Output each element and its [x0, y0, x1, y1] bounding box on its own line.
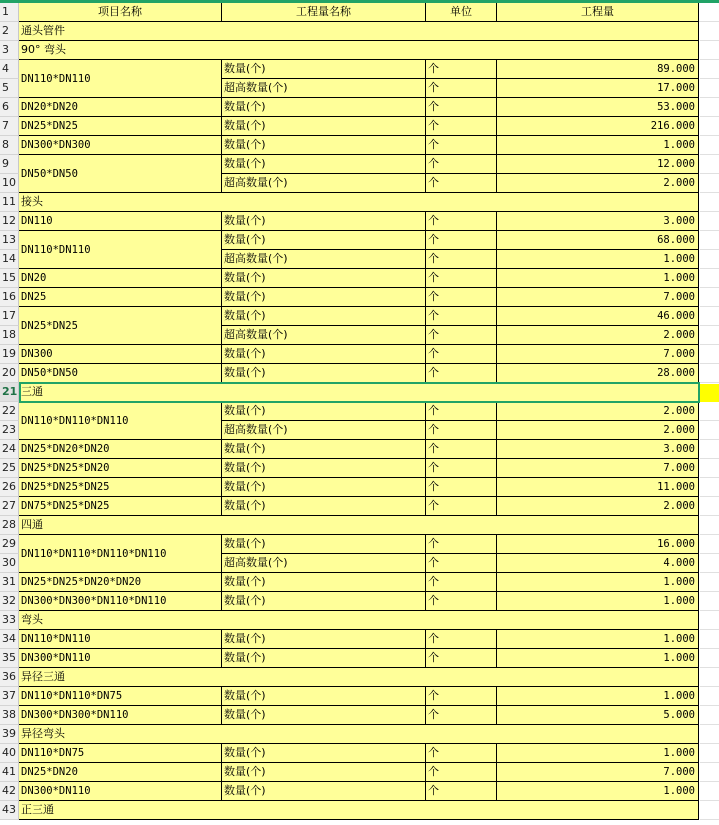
empty-cell[interactable]	[700, 22, 719, 41]
project-name-cell[interactable]: DN25*DN25	[19, 307, 222, 345]
quantity-value-cell[interactable]: 12.000	[497, 155, 699, 174]
empty-cell[interactable]	[700, 307, 719, 326]
project-name-cell[interactable]: DN50*DN50	[19, 155, 222, 193]
group-title-cell[interactable]: 异径弯头	[19, 725, 699, 744]
empty-cell[interactable]	[700, 592, 719, 611]
unit-cell[interactable]: 个	[426, 649, 497, 668]
empty-cell[interactable]	[700, 402, 719, 421]
quantity-value-cell[interactable]: 216.000	[497, 117, 699, 136]
row-header-16[interactable]: 16	[0, 288, 19, 307]
quantity-value-cell[interactable]: 4.000	[497, 554, 699, 573]
row-header-3[interactable]: 3	[0, 41, 19, 60]
quantity-name-cell[interactable]: 数量(个)	[222, 364, 426, 383]
row-header-4[interactable]: 4	[0, 60, 19, 79]
unit-cell[interactable]: 个	[426, 79, 497, 98]
quantity-value-cell[interactable]: 1.000	[497, 136, 699, 155]
row-header-37[interactable]: 37	[0, 687, 19, 706]
unit-cell[interactable]: 个	[426, 155, 497, 174]
quantity-value-cell[interactable]: 2.000	[497, 174, 699, 193]
unit-cell[interactable]: 个	[426, 459, 497, 478]
quantity-name-cell[interactable]: 数量(个)	[222, 269, 426, 288]
empty-cell[interactable]	[700, 364, 719, 383]
unit-cell[interactable]: 个	[426, 307, 497, 326]
quantity-value-cell[interactable]: 1.000	[497, 744, 699, 763]
row-header-42[interactable]: 42	[0, 782, 19, 801]
row-header-26[interactable]: 26	[0, 478, 19, 497]
quantity-value-cell[interactable]: 28.000	[497, 364, 699, 383]
quantity-value-cell[interactable]: 68.000	[497, 231, 699, 250]
empty-cell[interactable]	[700, 611, 719, 630]
unit-cell[interactable]: 个	[426, 402, 497, 421]
project-name-cell[interactable]: DN110*DN110	[19, 231, 222, 269]
project-name-cell[interactable]: DN25*DN20*DN20	[19, 440, 222, 459]
row-header-43[interactable]: 43	[0, 801, 19, 820]
unit-cell[interactable]: 个	[426, 763, 497, 782]
row-header-7[interactable]: 7	[0, 117, 19, 136]
group-title-cell[interactable]: 接头	[19, 193, 699, 212]
quantity-name-cell[interactable]: 数量(个)	[222, 459, 426, 478]
project-name-cell[interactable]: DN25*DN20	[19, 763, 222, 782]
quantity-value-cell[interactable]: 3.000	[497, 212, 699, 231]
row-header-23[interactable]: 23	[0, 421, 19, 440]
quantity-value-cell[interactable]: 5.000	[497, 706, 699, 725]
quantity-name-cell[interactable]: 数量(个)	[222, 98, 426, 117]
row-header-5[interactable]: 5	[0, 79, 19, 98]
quantity-name-cell[interactable]: 数量(个)	[222, 782, 426, 801]
project-name-cell[interactable]: DN50*DN50	[19, 364, 222, 383]
empty-cell[interactable]	[700, 98, 719, 117]
project-name-cell[interactable]: DN20*DN20	[19, 98, 222, 117]
empty-cell[interactable]	[700, 497, 719, 516]
quantity-value-cell[interactable]: 53.000	[497, 98, 699, 117]
quantity-name-cell[interactable]: 超高数量(个)	[222, 79, 426, 98]
empty-cell[interactable]	[700, 782, 719, 801]
quantity-value-cell[interactable]: 1.000	[497, 573, 699, 592]
row-header-2[interactable]: 2	[0, 22, 19, 41]
row-header-13[interactable]: 13	[0, 231, 19, 250]
unit-cell[interactable]: 个	[426, 326, 497, 345]
unit-cell[interactable]: 个	[426, 744, 497, 763]
quantity-value-cell[interactable]: 1.000	[497, 630, 699, 649]
quantity-value-cell[interactable]: 11.000	[497, 478, 699, 497]
quantity-name-cell[interactable]: 数量(个)	[222, 573, 426, 592]
empty-cell[interactable]	[700, 725, 719, 744]
project-name-cell[interactable]: DN25*DN25*DN25	[19, 478, 222, 497]
empty-cell[interactable]	[700, 459, 719, 478]
unit-cell[interactable]: 个	[426, 573, 497, 592]
row-header-40[interactable]: 40	[0, 744, 19, 763]
group-title-cell[interactable]: 正三通	[19, 801, 699, 820]
quantity-name-cell[interactable]: 数量(个)	[222, 136, 426, 155]
empty-cell[interactable]	[700, 421, 719, 440]
quantity-name-cell[interactable]: 数量(个)	[222, 478, 426, 497]
column-header-project-name[interactable]: 项目名称	[19, 3, 222, 22]
quantity-name-cell[interactable]: 数量(个)	[222, 402, 426, 421]
empty-cell[interactable]	[700, 41, 719, 60]
row-header-15[interactable]: 15	[0, 269, 19, 288]
empty-cell[interactable]	[700, 554, 719, 573]
empty-cell[interactable]	[700, 288, 719, 307]
row-header-14[interactable]: 14	[0, 250, 19, 269]
unit-cell[interactable]: 个	[426, 60, 497, 79]
project-name-cell[interactable]: DN300	[19, 345, 222, 364]
project-name-cell[interactable]: DN25*DN25	[19, 117, 222, 136]
row-header-39[interactable]: 39	[0, 725, 19, 744]
quantity-value-cell[interactable]: 46.000	[497, 307, 699, 326]
unit-cell[interactable]: 个	[426, 554, 497, 573]
project-name-cell[interactable]: DN300*DN300	[19, 136, 222, 155]
row-header-17[interactable]: 17	[0, 307, 19, 326]
quantity-name-cell[interactable]: 数量(个)	[222, 497, 426, 516]
empty-cell[interactable]	[700, 535, 719, 554]
quantity-name-cell[interactable]: 数量(个)	[222, 706, 426, 725]
row-header-28[interactable]: 28	[0, 516, 19, 535]
project-name-cell[interactable]: DN300*DN300*DN110	[19, 706, 222, 725]
row-header-31[interactable]: 31	[0, 573, 19, 592]
row-header-25[interactable]: 25	[0, 459, 19, 478]
quantity-name-cell[interactable]: 数量(个)	[222, 744, 426, 763]
group-title-cell[interactable]: 四通	[19, 516, 699, 535]
row-header-12[interactable]: 12	[0, 212, 19, 231]
empty-cell[interactable]	[700, 174, 719, 193]
unit-cell[interactable]: 个	[426, 630, 497, 649]
unit-cell[interactable]: 个	[426, 497, 497, 516]
row-header-10[interactable]: 10	[0, 174, 19, 193]
quantity-value-cell[interactable]: 17.000	[497, 79, 699, 98]
quantity-name-cell[interactable]: 数量(个)	[222, 212, 426, 231]
empty-cell[interactable]	[700, 212, 719, 231]
row-header-35[interactable]: 35	[0, 649, 19, 668]
empty-cell[interactable]	[700, 649, 719, 668]
unit-cell[interactable]: 个	[426, 136, 497, 155]
unit-cell[interactable]: 个	[426, 288, 497, 307]
empty-cell[interactable]	[700, 706, 719, 725]
unit-cell[interactable]: 个	[426, 782, 497, 801]
row-header-27[interactable]: 27	[0, 497, 19, 516]
quantity-value-cell[interactable]: 7.000	[497, 288, 699, 307]
quantity-value-cell[interactable]: 2.000	[497, 402, 699, 421]
group-title-cell[interactable]: 通头管件	[19, 22, 699, 41]
row-header-24[interactable]: 24	[0, 440, 19, 459]
unit-cell[interactable]: 个	[426, 535, 497, 554]
unit-cell[interactable]: 个	[426, 592, 497, 611]
group-title-cell[interactable]: 90° 弯头	[19, 41, 699, 60]
quantity-name-cell[interactable]: 数量(个)	[222, 307, 426, 326]
quantity-value-cell[interactable]: 16.000	[497, 535, 699, 554]
unit-cell[interactable]: 个	[426, 212, 497, 231]
selection-overflow-highlight	[700, 384, 719, 402]
quantity-name-cell[interactable]: 数量(个)	[222, 117, 426, 136]
unit-cell[interactable]: 个	[426, 440, 497, 459]
row-header-38[interactable]: 38	[0, 706, 19, 725]
quantity-name-cell[interactable]: 数量(个)	[222, 649, 426, 668]
project-name-cell[interactable]: DN25*DN25*DN20	[19, 459, 222, 478]
quantity-name-cell[interactable]: 数量(个)	[222, 345, 426, 364]
quantity-name-cell[interactable]: 超高数量(个)	[222, 554, 426, 573]
group-title-cell[interactable]: 异径三通	[19, 668, 699, 687]
project-name-cell[interactable]: DN110*DN75	[19, 744, 222, 763]
quantity-value-cell[interactable]: 3.000	[497, 440, 699, 459]
quantity-value-cell[interactable]: 2.000	[497, 421, 699, 440]
empty-cell[interactable]	[700, 117, 719, 136]
row-header-18[interactable]: 18	[0, 326, 19, 345]
quantity-name-cell[interactable]: 数量(个)	[222, 630, 426, 649]
project-name-cell[interactable]: DN110*DN110*DN110	[19, 402, 222, 440]
row-header-29[interactable]: 29	[0, 535, 19, 554]
quantity-name-cell[interactable]: 数量(个)	[222, 60, 426, 79]
quantity-value-cell[interactable]: 1.000	[497, 687, 699, 706]
empty-cell[interactable]	[699, 3, 719, 22]
row-header-20[interactable]: 20	[0, 364, 19, 383]
unit-cell[interactable]: 个	[426, 478, 497, 497]
unit-cell[interactable]: 个	[426, 174, 497, 193]
unit-cell[interactable]: 个	[426, 250, 497, 269]
row-header-9[interactable]: 9	[0, 155, 19, 174]
project-name-cell[interactable]: DN25*DN25*DN20*DN20	[19, 573, 222, 592]
quantity-name-cell[interactable]: 超高数量(个)	[222, 250, 426, 269]
empty-cell[interactable]	[700, 231, 719, 250]
quantity-value-cell[interactable]: 1.000	[497, 782, 699, 801]
quantity-value-cell[interactable]: 1.000	[497, 649, 699, 668]
column-header-unit[interactable]: 单位	[426, 3, 497, 22]
quantity-name-cell[interactable]: 数量(个)	[222, 535, 426, 554]
quantity-name-cell[interactable]: 数量(个)	[222, 592, 426, 611]
empty-cell[interactable]	[700, 801, 719, 820]
empty-cell[interactable]	[700, 345, 719, 364]
empty-cell[interactable]	[700, 440, 719, 459]
quantity-name-cell[interactable]: 数量(个)	[222, 231, 426, 250]
empty-cell[interactable]	[700, 744, 719, 763]
quantity-value-cell[interactable]: 89.000	[497, 60, 699, 79]
empty-cell[interactable]	[700, 60, 719, 79]
project-name-cell[interactable]: DN110*DN110	[19, 630, 222, 649]
empty-cell[interactable]	[700, 79, 719, 98]
unit-cell[interactable]: 个	[426, 687, 497, 706]
column-header-quantity-name[interactable]: 工程量名称	[222, 3, 426, 22]
empty-cell[interactable]	[700, 763, 719, 782]
quantity-name-cell[interactable]: 超高数量(个)	[222, 421, 426, 440]
project-name-cell[interactable]: DN300*DN110	[19, 782, 222, 801]
quantity-name-cell[interactable]: 数量(个)	[222, 440, 426, 459]
unit-cell[interactable]: 个	[426, 345, 497, 364]
quantity-name-cell[interactable]: 数量(个)	[222, 288, 426, 307]
quantity-value-cell[interactable]: 7.000	[497, 459, 699, 478]
quantity-name-cell[interactable]: 超高数量(个)	[222, 326, 426, 345]
project-name-cell[interactable]: DN110*DN110*DN110*DN110	[19, 535, 222, 573]
quantity-value-cell[interactable]: 1.000	[497, 269, 699, 288]
empty-cell[interactable]	[700, 269, 719, 288]
row-header-32[interactable]: 32	[0, 592, 19, 611]
row-header-22[interactable]: 22	[0, 402, 19, 421]
unit-cell[interactable]: 个	[426, 364, 497, 383]
row-header-21[interactable]: 21	[0, 383, 19, 402]
quantity-name-cell[interactable]: 数量(个)	[222, 763, 426, 782]
row-header-33[interactable]: 33	[0, 611, 19, 630]
column-header-quantity[interactable]: 工程量	[497, 3, 699, 22]
empty-cell[interactable]	[700, 478, 719, 497]
row-header-8[interactable]: 8	[0, 136, 19, 155]
empty-cell[interactable]	[700, 630, 719, 649]
project-name-cell[interactable]: DN75*DN25*DN25	[19, 497, 222, 516]
quantity-name-cell[interactable]: 超高数量(个)	[222, 174, 426, 193]
quantity-value-cell[interactable]: 7.000	[497, 763, 699, 782]
empty-cell[interactable]	[700, 250, 719, 269]
project-name-cell[interactable]: DN110*DN110*DN75	[19, 687, 222, 706]
quantity-value-cell[interactable]: 1.000	[497, 592, 699, 611]
group-title-cell[interactable]: 弯头	[19, 611, 699, 630]
empty-cell[interactable]	[700, 573, 719, 592]
quantity-value-cell[interactable]: 1.000	[497, 250, 699, 269]
project-name-cell[interactable]: DN110	[19, 212, 222, 231]
quantity-name-cell[interactable]: 数量(个)	[222, 155, 426, 174]
unit-cell[interactable]: 个	[426, 231, 497, 250]
row-header-19[interactable]: 19	[0, 345, 19, 364]
unit-cell[interactable]: 个	[426, 117, 497, 136]
group-title-cell[interactable]: 三通	[19, 383, 699, 402]
empty-cell[interactable]	[700, 155, 719, 174]
project-name-cell[interactable]: DN25	[19, 288, 222, 307]
row-header-34[interactable]: 34	[0, 630, 19, 649]
project-name-cell[interactable]: DN300*DN300*DN110*DN110	[19, 592, 222, 611]
row-header-1[interactable]: 1	[0, 3, 19, 22]
row-header-6[interactable]: 6	[0, 98, 19, 117]
empty-cell[interactable]	[700, 687, 719, 706]
unit-cell[interactable]: 个	[426, 706, 497, 725]
quantity-value-cell[interactable]: 2.000	[497, 497, 699, 516]
quantity-name-cell[interactable]: 数量(个)	[222, 687, 426, 706]
quantity-value-cell[interactable]: 2.000	[497, 326, 699, 345]
project-name-cell[interactable]: DN300*DN110	[19, 649, 222, 668]
unit-cell[interactable]: 个	[426, 98, 497, 117]
quantity-value-cell[interactable]: 7.000	[497, 345, 699, 364]
unit-cell[interactable]: 个	[426, 269, 497, 288]
project-name-cell[interactable]: DN20	[19, 269, 222, 288]
row-header-36[interactable]: 36	[0, 668, 19, 687]
project-name-cell[interactable]: DN110*DN110	[19, 60, 222, 98]
row-header-30[interactable]: 30	[0, 554, 19, 573]
empty-cell[interactable]	[700, 516, 719, 535]
unit-cell[interactable]: 个	[426, 421, 497, 440]
row-header-11[interactable]: 11	[0, 193, 19, 212]
empty-cell[interactable]	[700, 326, 719, 345]
empty-cell[interactable]	[700, 136, 719, 155]
empty-cell[interactable]	[700, 193, 719, 212]
empty-cell[interactable]	[700, 668, 719, 687]
row-header-41[interactable]: 41	[0, 763, 19, 782]
